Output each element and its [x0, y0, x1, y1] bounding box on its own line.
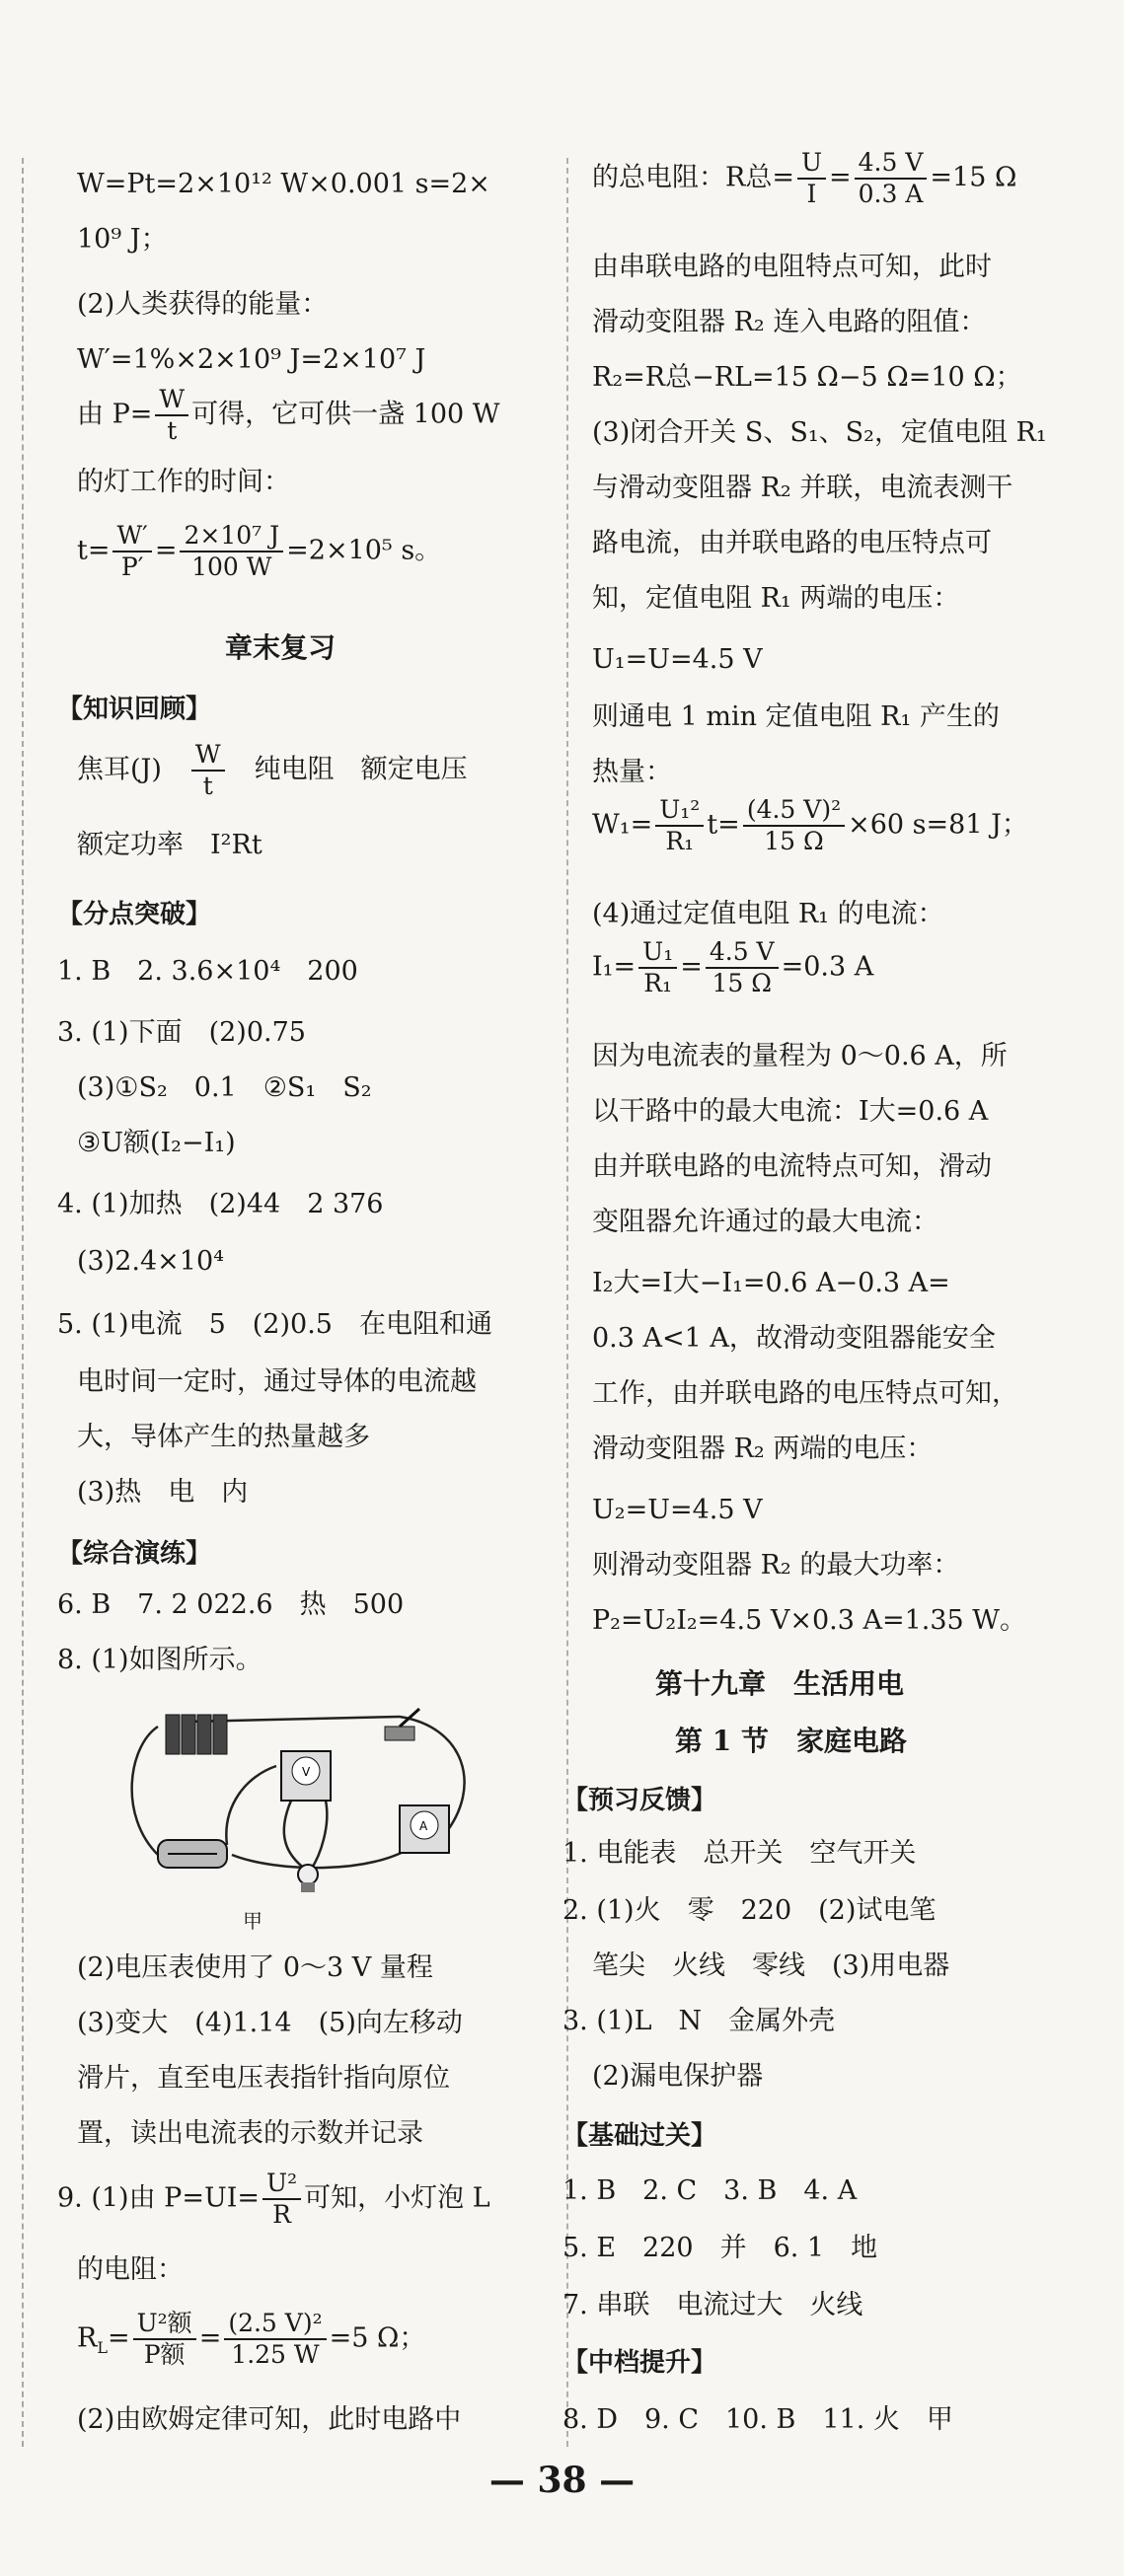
answer-line: 电时间一定时，通过导体的电流越 — [77, 1366, 477, 1397]
section-header: 【分点突破】 — [57, 900, 212, 929]
text-line: W′=1%×2×10⁹ J=2×10⁷ J — [77, 344, 426, 375]
text-line: 滑动变阻器 R₂ 连入电路的阻值： — [592, 307, 987, 337]
answer-line: (2)电压表使用了 0～3 V 量程 — [77, 1952, 433, 1983]
formula-line: t= $\frac{W'}{P'}$ = $\frac{\text{2×10⁷ J}}{100 W}$ =2×10⁵ s。 — [77, 521, 442, 581]
text-line: 以干路中的最大电流：I大=0.6 A — [592, 1096, 989, 1127]
answer-line: 8. (1)如图所示。 — [57, 1645, 262, 1675]
text-line: 由并联电路的电流特点可知，滑动 — [592, 1151, 992, 1182]
circuit-diagram — [118, 1707, 493, 1899]
text-line: 路电流，由并联电路的电压特点可 — [592, 528, 992, 558]
text-line: 则滑动变阻器 R₂ 的最大功率： — [592, 1550, 960, 1581]
text-line: 滑动变阻器 R₂ 两端的电压： — [592, 1434, 934, 1464]
text-line: 则通电 1 min 定值电阻 R₁ 产生的 — [592, 701, 1000, 732]
text-line: I₂大=I大−I₁=0.6 A−0.3 A= — [592, 1268, 950, 1298]
answer-line: 7. 串联 电流过大 火线 — [562, 2290, 863, 2320]
text-line: P₂=U₂I₂=4.5 V×0.3 A=1.35 W。 — [592, 1605, 1027, 1636]
figure-caption: 甲 — [243, 1909, 262, 1933]
section-title: 第 1 节 家庭电路 — [675, 1725, 907, 1757]
answer-line: 4. (1)加热 (2)44 2 376 — [57, 1189, 384, 1219]
text-line: 与滑动变阻器 R₂ 并联，电流表测干 — [592, 473, 1013, 503]
section-title: 章末复习 — [225, 631, 337, 664]
answer-line: (2)漏电保护器 — [592, 2061, 764, 2092]
text-line: 热量： — [592, 757, 672, 787]
text-line: 变阻器允许通过的最大电流： — [592, 1207, 938, 1237]
svg-text:V: V — [302, 1765, 311, 1779]
chapter-title: 第十九章 生活用电 — [655, 1667, 905, 1700]
answer-line: 置，读出电流表的示数并记录 — [77, 2118, 423, 2149]
section-header: 【综合演练】 — [57, 1539, 212, 1569]
page-number: — 38 — — [488, 2460, 636, 2501]
answer-line: 3. (1)L N 金属外壳 — [562, 2006, 836, 2036]
section-header: 【预习反馈】 — [562, 1786, 717, 1815]
rheostat-icon — [158, 1840, 227, 1868]
answer-line: (3)①S₂ 0.1 ②S₁ S₂ — [77, 1072, 372, 1103]
bulb-icon — [298, 1865, 318, 1892]
answer-line: 5. E 220 并 6. 1 地 — [562, 2233, 878, 2263]
answer-line: 2. (1)火 零 220 (2)试电笔 — [562, 1895, 937, 1926]
text-line: 工作，由并联电路的电压特点可知， — [592, 1378, 1018, 1409]
answer-line: 3. (1)下面 (2)0.75 — [57, 1017, 306, 1048]
ammeter-icon — [400, 1805, 449, 1853]
answer-line: (3)2.4×10⁴ — [77, 1246, 224, 1277]
formula-line: $R_L=$ $\frac{\text{U²额}}{\text{P额}}$ = $\frac{\text{(2.5 V)²}}{1.25 W}$ =5 Ω； — [77, 2309, 426, 2369]
section-header: 【基础过关】 — [562, 2121, 717, 2151]
switch-icon — [385, 1709, 419, 1740]
answer-line: 大，导体产生的热量越多 — [77, 1422, 370, 1452]
text-line: (2)由欧姆定律可知，此时电路中 — [77, 2404, 462, 2435]
answer-line: 1. B 2. 3.6×10⁴ 200 — [57, 956, 358, 987]
text-line: U₂=U=4.5 V — [592, 1495, 763, 1525]
text-line: (4)通过定值电阻 R₁ 的电流： — [592, 899, 944, 929]
text-line: W=Pt=2×10¹² W×0.001 s=2× — [77, 169, 490, 199]
formula-line: 由 P= $\frac{W}{t}$ 可得，它可供一盏 100 W — [77, 385, 500, 445]
formula-line: 9. (1)由 P=UI= $\frac{\text{U²}}{R}$ 可知，小灯泡 L — [57, 2169, 490, 2229]
answer-line: 1. B 2. C 3. B 4. A — [562, 2175, 858, 2206]
text-line: 的电阻： — [77, 2254, 184, 2285]
column-divider — [566, 158, 568, 2447]
svg-text:A: A — [419, 1819, 428, 1833]
formula-line: W₁= $\frac{\text{U₁²}}{\text{R₁}}$ t= $\frac{\text{(4.5 V)²}}{15 \Omega}$ ×60 s=81 J； — [592, 795, 1028, 855]
answer-line: 额定功率 I²Rt — [77, 830, 262, 860]
answer-line: (3)热 电 内 — [77, 1477, 249, 1508]
binding-margin-line — [22, 158, 24, 2447]
formula-line: I₁= $\frac{\text{U₁}}{\text{R₁}}$ = $\frac{4.5 V}{15 \Omega}$ =0.3 A — [592, 937, 874, 997]
section-header: 【知识回顾】 — [57, 695, 212, 724]
formula-line: 的总电阻：R总= $\frac{U}{I}$ = $\frac{4.5 V}{0.3 A}$ =15 Ω — [592, 148, 1017, 208]
voltmeter-icon — [281, 1751, 331, 1801]
section-header: 【中档提升】 — [562, 2348, 717, 2378]
text-line: (2)人类获得的能量： — [77, 289, 329, 320]
answer-line: (3)变大 (4)1.14 (5)向左移动 — [77, 2008, 463, 2038]
text-line: 知，定值电阻 R₁ 两端的电压： — [592, 583, 960, 614]
answer-line: 笔尖 火线 零线 (3)用电器 — [592, 1950, 950, 1981]
answer-line: 5. (1)电流 5 (2)0.5 在电阻和通 — [57, 1309, 492, 1340]
text-line: 10⁹ J； — [77, 224, 168, 255]
answer-line: 滑片，直至电压表指针指向原位 — [77, 2063, 450, 2094]
answer-line: 6. B 7. 2 022.6 热 500 — [57, 1589, 405, 1620]
text-line: 的灯工作的时间： — [77, 467, 290, 497]
text-line: 0.3 A<1 A，故滑动变阻器能安全 — [592, 1323, 996, 1354]
text-line: U₁=U=4.5 V — [592, 644, 763, 675]
answer-line: ③U额(I₂−I₁) — [77, 1128, 236, 1158]
answer-line: 焦耳(J) $\frac{W}{t}$ 纯电阻 额定电压 — [77, 740, 468, 800]
text-line: 因为电流表的量程为 0～0.6 A，所 — [592, 1041, 1008, 1071]
text-line: 由串联电路的电阻特点可知，此时 — [592, 252, 992, 282]
text-line: R₂=R总−RL=15 Ω−5 Ω=10 Ω； — [592, 362, 1022, 393]
fraction: $\frac{W}{t}$ — [155, 385, 188, 446]
text-line: (3)闭合开关 S、S₁、S₂，定值电阻 R₁ — [592, 417, 1047, 448]
answer-line: 1. 电能表 总开关 空气开关 — [562, 1838, 917, 1869]
answer-line: 8. D 9. C 10. B 11. 火 甲 — [562, 2404, 953, 2435]
